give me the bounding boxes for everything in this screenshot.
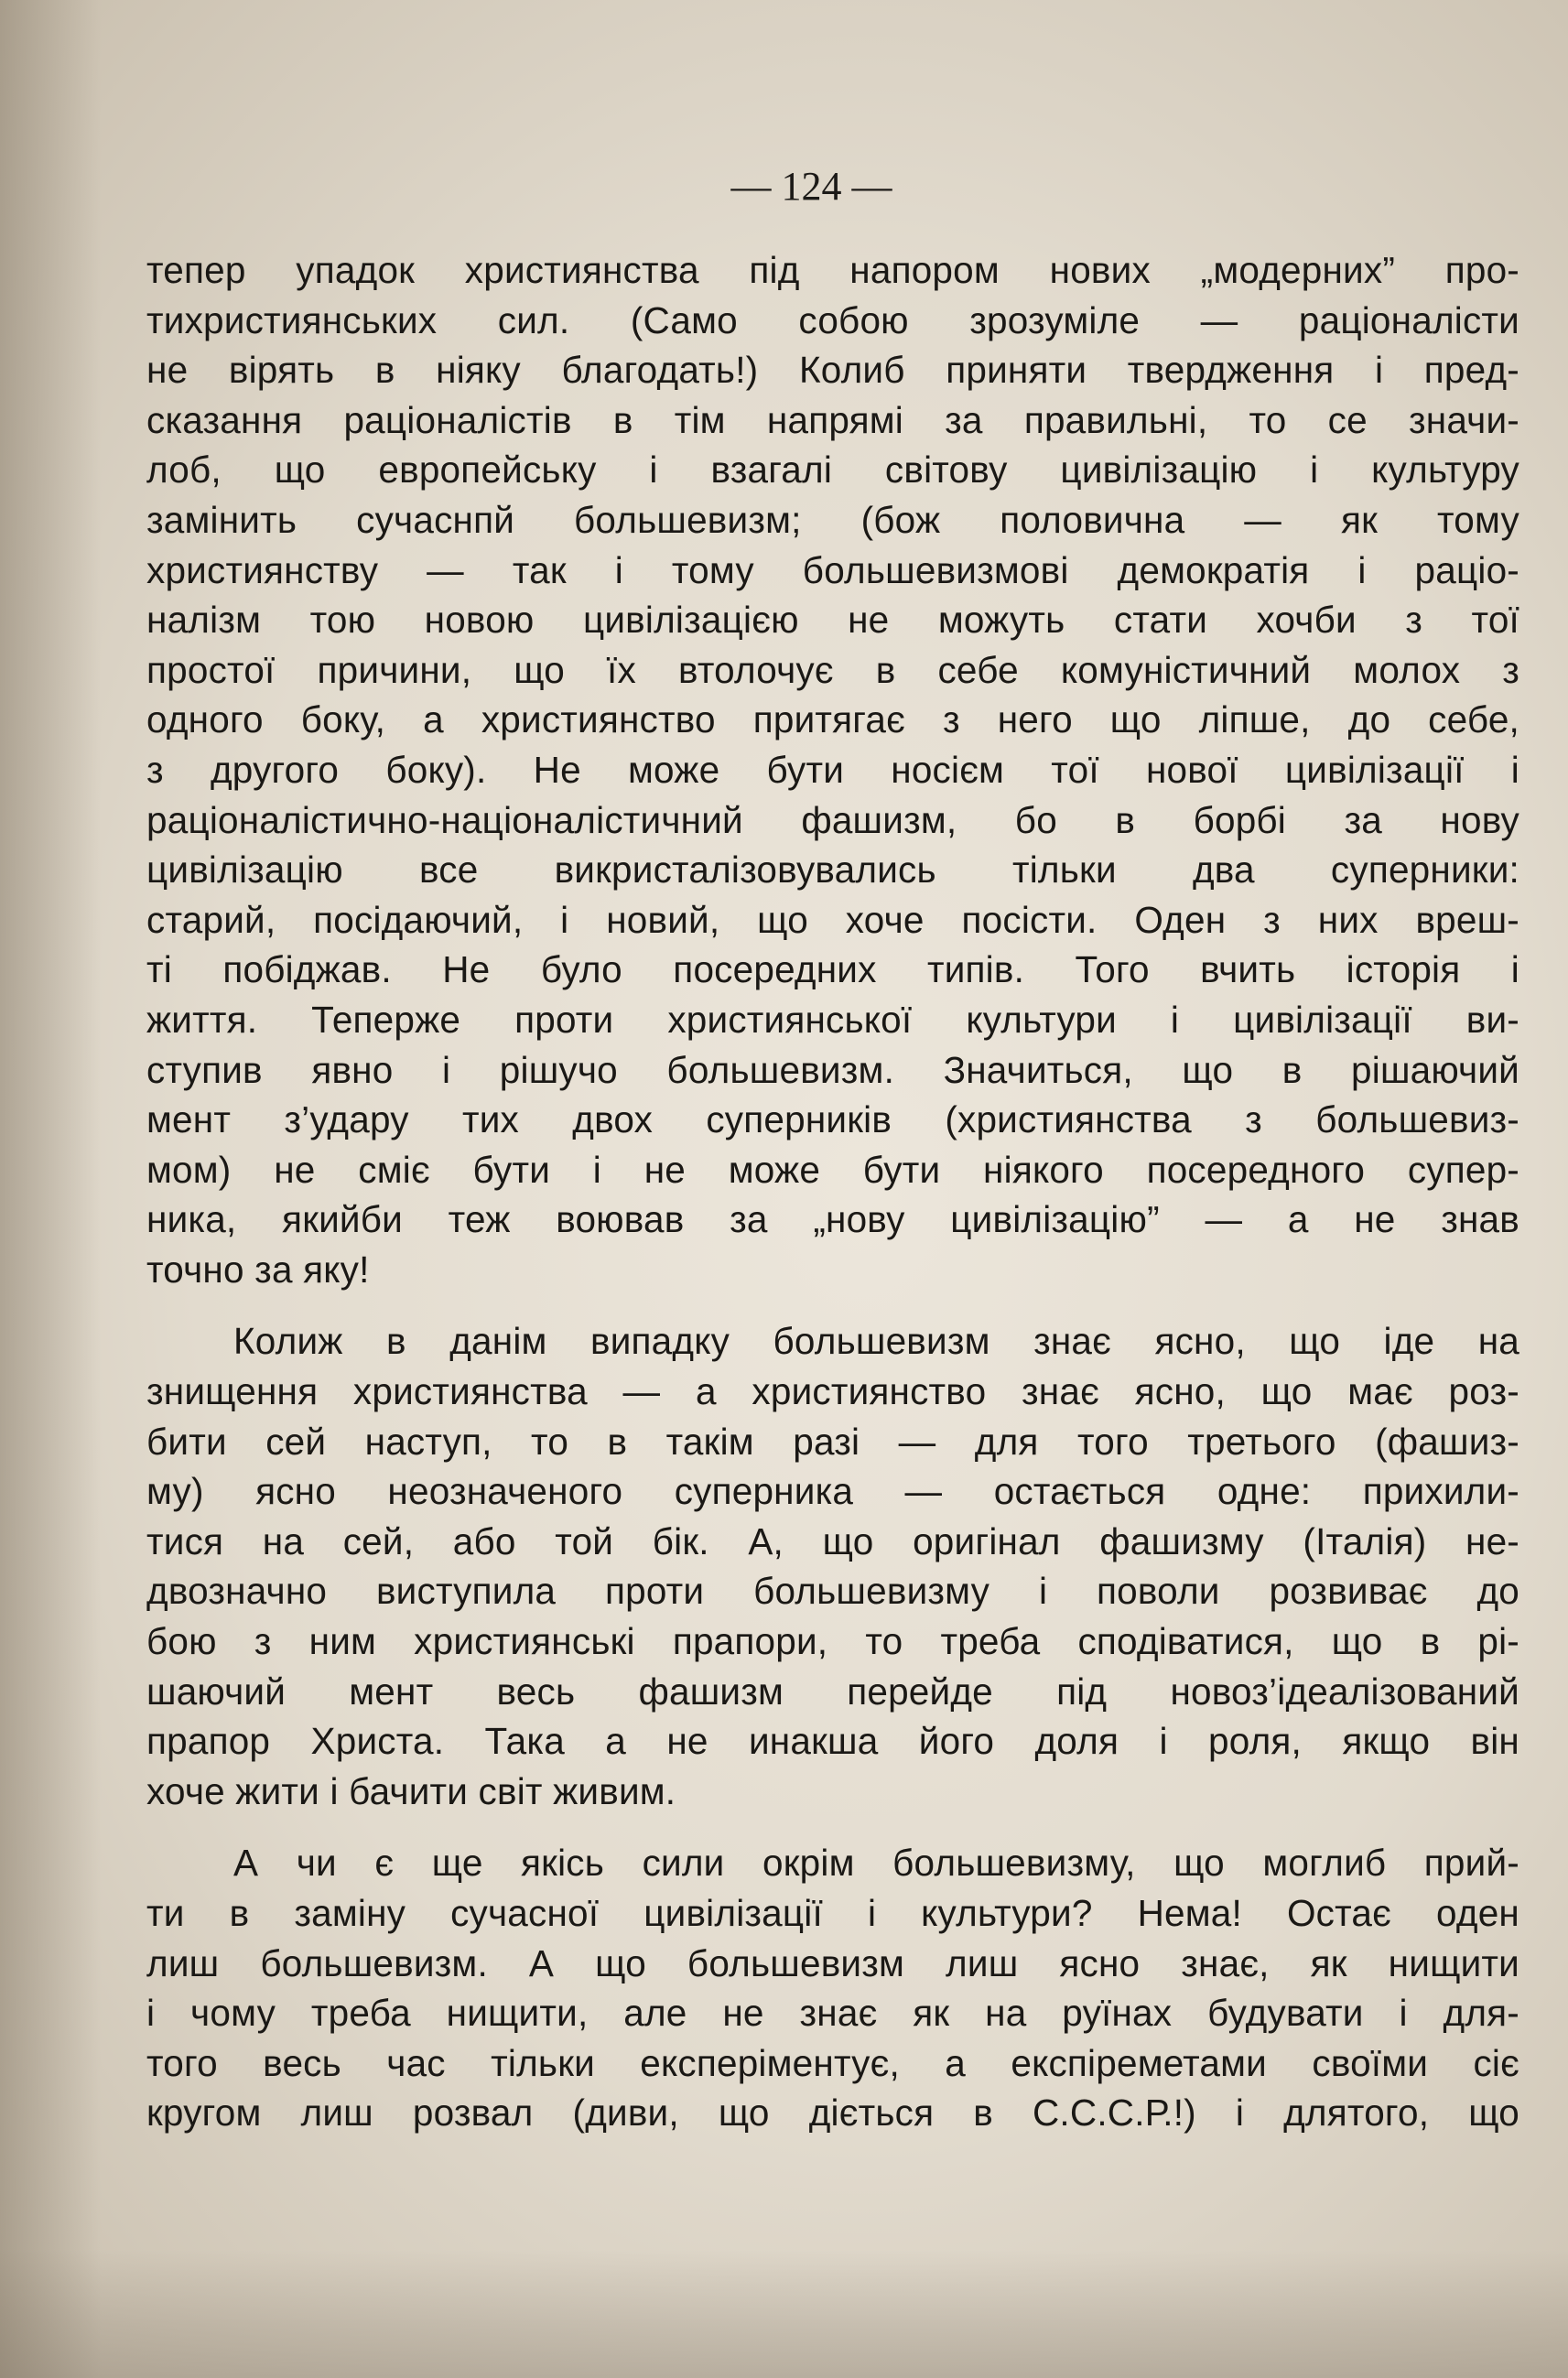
paragraph [146,1838,1519,2138]
text-line: простої причини, що їх втолочує в себе комуністичний молох з [146,648,1519,691]
text-line: лиш большевизм. А що большевизм лиш ясно знає, як нищити [146,1941,1519,1984]
text-line: того весь час тільки експеріментує, а експіреметами своїми сіє [146,2041,1519,2084]
text-line: двозначно виступила проти большевизму і поволи розвиває до [146,1570,1519,1613]
text-line: з другого боку). Не може бути носієм тої нової цивілізації і [146,748,1519,791]
text-line: старий, посідаючий, і новий, що хоче посісти. Оден з них вреш- [146,898,1519,941]
text-line: християнству — так і тому большевизмові демократія і раціо- [146,548,1519,591]
text-line: не вірять в ніяку благодать!) Колиб приняти твердження і пред- [146,349,1519,392]
text-line: А чи є ще якісь сили окрім большевизму, що моглиб прий- [233,1842,1519,1885]
text-body [146,245,1519,2138]
text-line: шаючий мент весь фашизм перейде під новоз’ідеалізований [146,1670,1519,1713]
paragraph [146,1316,1519,1816]
text-line: прапор Христа. Така а не инакша його доля і роля, якщо він [146,1720,1519,1763]
text-line: тихристиянських сил. (Само собою зрозуміле — раціоналісти [146,298,1519,341]
text-line: ті побіджав. Не було посередних типів. Того вчить історія і [146,948,1519,991]
text-line: кругом лиш розвал (диви, що діється в С.С.С.Р.!) і длятого, що [146,2092,1519,2135]
paragraph [146,245,1519,1294]
text-line: точно за яку! [146,1248,370,1291]
text-line: лоб, що европейську і взагалі світову цивілізацію і культуру [146,449,1519,492]
text-line: сказання раціоналістів в тім напрямі за правильні, то се значи- [146,398,1519,441]
text-line: раціоналістично-націоналістичний фашизм, бо в борбі за нову [146,798,1519,841]
text-line: замінить сучаснпй большевизм; (бож половична — як тому [146,498,1519,541]
text-line: Колиж в данім випадку большевизм знає ясно, що іде на [233,1320,1519,1363]
text-line: одного боку, а християнство притягає з него що ліпше, до себе, [146,698,1519,741]
text-line: ступив явно і рішучо большевизм. Значиться, що в рішаючий [146,1048,1519,1091]
text-line: мом) не сміє бути і не може бути ніякого посередного супер- [146,1148,1519,1191]
text-line: мент з’удару тих двох суперників (християнства з большевиз- [146,1098,1519,1141]
text-line: знищення християнства — а християнство знає ясно, що має роз- [146,1370,1519,1413]
text-line: хоче жити і бачити світ живим. [146,1769,676,1812]
text-line: цивілізацію все викристалізовувались тільки два суперники: [146,849,1519,892]
text-line: му) ясно неозначеного суперника — остається одне: прихили- [146,1470,1519,1513]
text-line: бою з ним християнські прапори, то треба сподіватися, що в рі- [146,1620,1519,1663]
text-line: ти в заміну сучасної цивілізації і культури? Нема! Остає оден [146,1892,1519,1934]
page-number: — 124 — [730,164,892,209]
text-line: бити сей наступ, то в такім разі — для того третього (фашиз- [146,1420,1519,1463]
text-line: ника, якийби теж воював за „нову цивілізацію” — а не знав [146,1198,1519,1241]
text-line: життя. Теперже проти християнської культури і цивілізації ви- [146,998,1519,1041]
text-line: і чому треба нищити, але не знає як на руїнах будувати і для- [146,1992,1519,2035]
text-line: налізм тою новою цивілізацією не можуть стати хочби з тої [146,599,1519,642]
text-line: тися на сей, або той бік. А, що оригінал фашизму (Італія) не- [146,1519,1519,1562]
text-line: тепер упадок християнства під напором нових „модерних” про- [146,249,1519,291]
